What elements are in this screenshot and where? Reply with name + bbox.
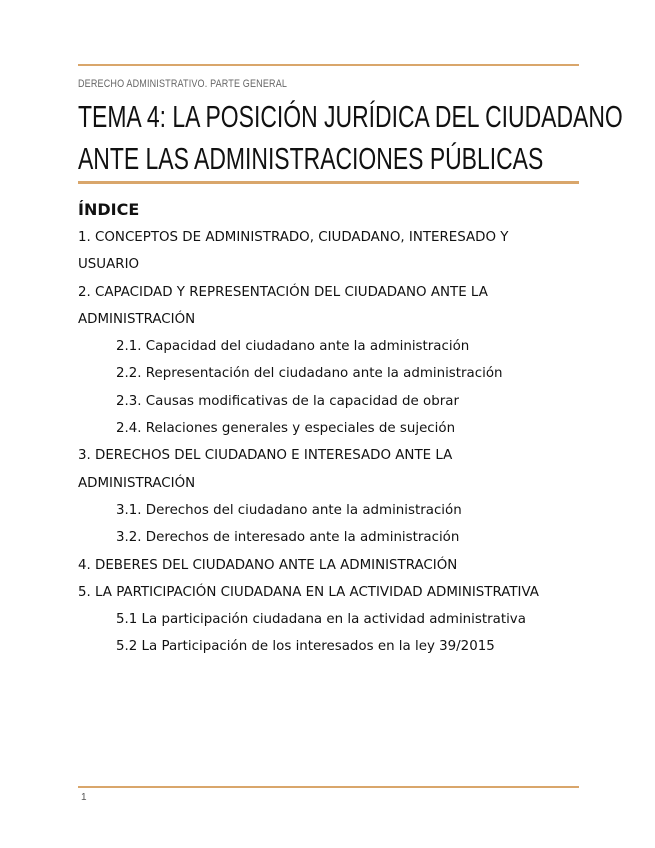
toc-item-3-2: 3.2. Derechos de interesado ante la administración [116,530,460,546]
toc-item-2-4: 2.4. Relaciones generales y especiales de sujeción [116,421,456,437]
toc-item-5: 5. LA PARTICIPACIÓN CIUDADANA EN LA ACTIVIDAD ADMINISTRATIVA [78,584,539,600]
header-top-rule [78,64,579,66]
toc-item-3-cont: ADMINISTRACIÓN [78,475,196,491]
document-subject: DERECHO ADMINISTRATIVO. PARTE GENERAL [78,78,288,90]
toc-item-2: 2. CAPACIDAD Y REPRESENTACIÓN DEL CIUDADANO ANTE LA [78,284,488,300]
toc-item-2-3: 2.3. Causas modificativas de la capacidad de obrar [116,393,459,409]
toc-heading: ÍNDICE [78,200,140,219]
toc-item-5-1: 5.1 La participación ciudadana en la actividad administrativa [116,612,526,628]
toc-item-2-cont: ADMINISTRACIÓN [78,311,196,327]
toc-item-3: 3. DERECHOS DEL CIUDADANO E INTERESADO ANTE LA [78,448,453,464]
footer-rule [78,786,579,788]
toc-item-2-1: 2.1. Capacidad del ciudadano ante la administración [116,339,470,355]
header-bottom-rule [78,181,579,184]
toc-item-4: 4. DEBERES DEL CIUDADANO ANTE LA ADMINISTRACIÓN [78,557,458,573]
toc-item-3-1: 3.1. Derechos del ciudadano ante la administración [116,502,462,518]
toc-item-2-2: 2.2. Representación del ciudadano ante la administración [116,366,503,382]
toc-item-1-cont: USUARIO [78,257,140,273]
page-title [78,96,623,180]
title-line-1: TEMA 4: LA POSICIÓN JURÍDICA DEL CIUDADANO [78,99,623,134]
page-number: 1 [81,792,87,803]
title-line-2: ANTE LAS ADMINISTRACIONES PÚBLICAS [78,141,544,176]
table-of-contents [78,196,579,661]
toc-item-1: 1. CONCEPTOS DE ADMINISTRADO, CIUDADANO, INTERESADO Y [78,230,509,245]
toc-item-5-2: 5.2 La Participación de los interesados en la ley 39/2015 [116,639,495,655]
